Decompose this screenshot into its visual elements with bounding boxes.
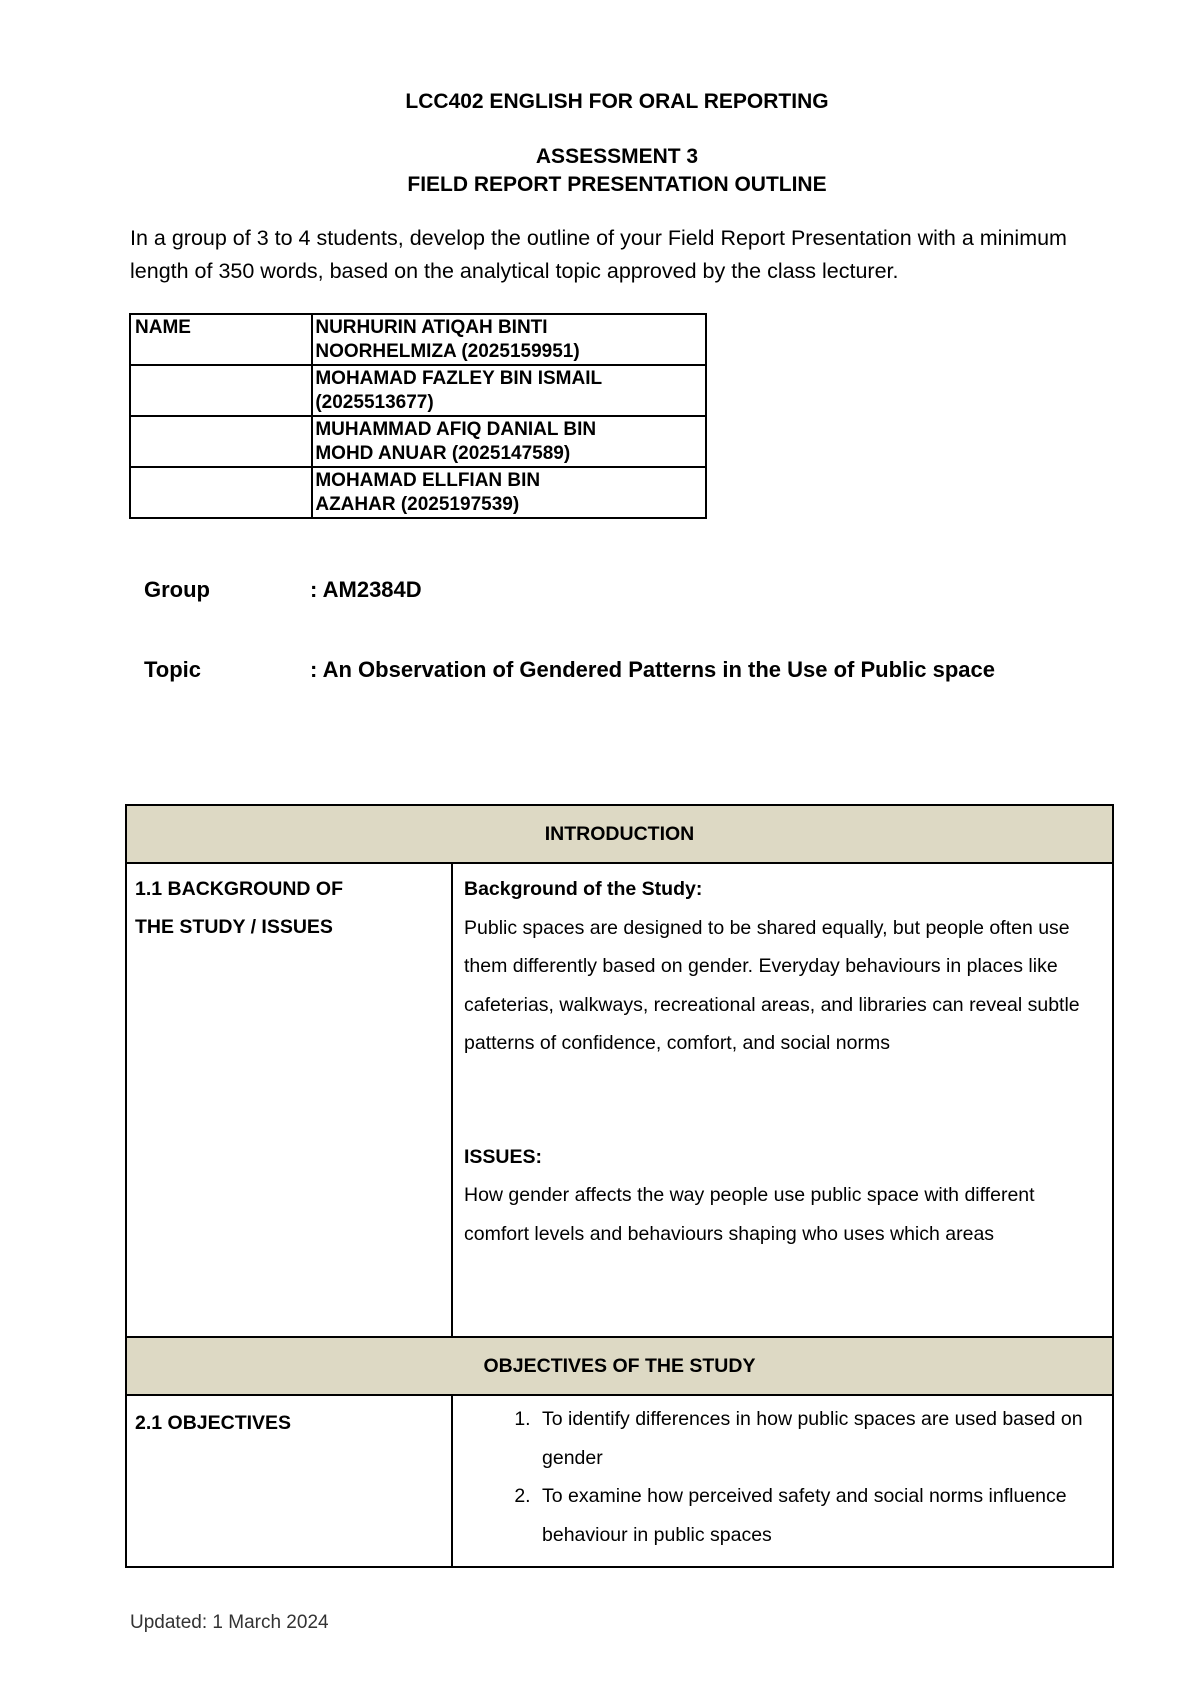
topic-label: Topic xyxy=(144,657,202,682)
background-content-cell xyxy=(452,863,1113,1337)
introduction-heading: INTRODUCTION xyxy=(126,805,1113,863)
member-name-line: MOHAMAD FAZLEY BIN ISMAIL xyxy=(315,368,603,389)
document-subtitle: FIELD REPORT PRESENTATION OUTLINE xyxy=(407,173,827,196)
member-name xyxy=(312,314,706,365)
objectives-label: 2.1 OBJECTIVES xyxy=(126,1395,452,1567)
group-value: : AM2384D xyxy=(310,577,422,602)
objective-item: 1. To identify differences in how public spaces are used based on gender xyxy=(536,1400,1102,1477)
objectives-list xyxy=(464,1400,1102,1554)
name-label: NAME xyxy=(130,314,312,365)
member-name-line: NOORHELMIZA (2025159951) xyxy=(315,341,580,362)
background-label-line: 1.1 BACKGROUND OF xyxy=(135,878,344,900)
member-name xyxy=(312,467,706,518)
objectives-heading: OBJECTIVES OF THE STUDY xyxy=(126,1337,1113,1395)
member-name-line: NURHURIN ATIQAH BINTI xyxy=(315,317,548,338)
objectives-content-cell xyxy=(452,1395,1113,1567)
background-text: Public spaces are designed to be shared equally, but people often use them differently based on gender. Everyday behaviours in places like cafeterias, walkways, recreational areas, and libraries can reveal subtle patterns of confidence, comfort, and social norms xyxy=(464,916,1080,1054)
member-row xyxy=(130,416,706,467)
member-name-line: MOHAMAD ELLFIAN BIN xyxy=(315,470,541,491)
background-label-cell xyxy=(126,863,452,1337)
member-name xyxy=(312,416,706,467)
member-name-line: MOHD ANUAR (2025147589) xyxy=(315,443,571,464)
empty-label-cell xyxy=(130,416,312,467)
member-name-line: AZAHAR (2025197539) xyxy=(315,494,520,515)
members-table xyxy=(129,313,707,519)
issues-heading: ISSUES: xyxy=(464,1145,543,1168)
issues-text: How gender affects the way people use public space with different comfort levels and behaviours shaping who uses which areas xyxy=(464,1184,1035,1245)
empty-label-cell xyxy=(130,365,312,416)
member-row xyxy=(130,314,706,365)
empty-label-cell xyxy=(130,467,312,518)
member-name xyxy=(312,365,706,416)
background-heading: Background of the Study: xyxy=(464,878,703,900)
course-title: LCC402 ENGLISH FOR ORAL REPORTING xyxy=(405,90,829,113)
member-name-line: (2025513677) xyxy=(315,392,434,413)
member-name-line: MUHAMMAD AFIQ DANIAL BIN xyxy=(315,419,597,440)
group-label: Group xyxy=(144,577,210,602)
instructions-paragraph: In a group of 3 to 4 students, develop the outline of your Field Report Presentation with a minimum length of 350 words, based on the analytical topic approved by the class lecturer. xyxy=(130,226,1067,283)
member-row xyxy=(130,365,706,416)
background-label-line: THE STUDY / ISSUES xyxy=(135,916,333,938)
spacer xyxy=(464,1063,1102,1138)
assessment-title: ASSESSMENT 3 xyxy=(535,145,699,168)
topic-value: : An Observation of Gendered Patterns in the Use of Public space xyxy=(310,657,995,682)
updated-footer: Updated: 1 March 2024 xyxy=(130,1612,329,1633)
outline-table xyxy=(125,804,1114,1568)
objective-item: 2. To examine how perceived safety and social norms influence behaviour in public spaces xyxy=(536,1477,1102,1554)
member-row xyxy=(130,467,706,518)
